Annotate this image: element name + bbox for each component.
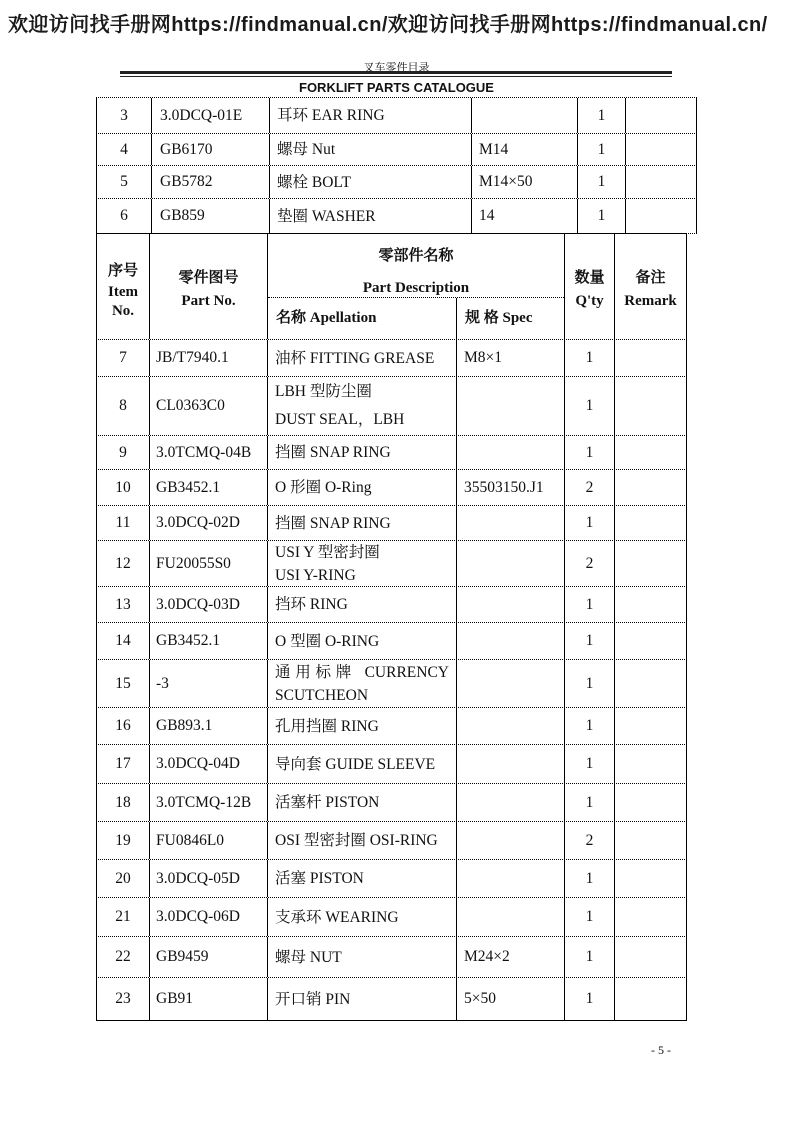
- part-no-cell: 3.0DCQ-03D: [150, 587, 268, 622]
- part-description-header-en: Part Description: [362, 280, 470, 296]
- description-cell: [268, 822, 457, 859]
- spec-cell: M14: [472, 134, 578, 165]
- part-no-cell: GB5782: [152, 166, 270, 198]
- item-no-cell: 8: [96, 377, 150, 435]
- item-no-cell: 12: [96, 541, 150, 586]
- part-no-cell: 3.0DCQ-04D: [150, 745, 268, 783]
- qty-cell: 2: [565, 822, 615, 859]
- item-no-cell: 10: [96, 470, 150, 505]
- description-line: 活塞杆 PISTON: [275, 794, 380, 811]
- description-cell: [268, 898, 457, 936]
- spec-cell: [457, 745, 565, 783]
- description-cell: [268, 587, 457, 622]
- description-line: 导向套 GUIDE SLEEVE: [275, 755, 436, 773]
- remark-cell: [615, 377, 687, 435]
- table-row: [96, 587, 687, 623]
- description-cell: [268, 470, 457, 505]
- remark-cell: [615, 506, 687, 540]
- part-description-subheader: [268, 298, 564, 339]
- part-no-cell: GB3452.1: [150, 470, 268, 505]
- remark-header-en: Remark: [624, 292, 677, 309]
- qty-cell: 1: [565, 708, 615, 744]
- item-no-cell: 18: [96, 784, 150, 821]
- remark-cell: [626, 166, 697, 198]
- description-line: SCUTCHEON: [275, 686, 369, 704]
- item-no-cell: 3: [96, 98, 152, 133]
- qty-header-en: Q'ty: [575, 292, 604, 309]
- description-line: O 型圈 O-RING: [275, 632, 380, 650]
- qty-cell: 1: [565, 745, 615, 783]
- item-no-cell: 4: [96, 134, 152, 165]
- remark-cell: [615, 470, 687, 505]
- remark-header-cn: 备注: [635, 269, 666, 286]
- part-no-cell: 3.0TCMQ-12B: [150, 784, 268, 821]
- qty-header-cn: 数量: [574, 269, 605, 286]
- spec-cell: [457, 660, 565, 707]
- description-line: 通用标牌 CURRENCY: [275, 663, 449, 681]
- description-cell: [268, 377, 457, 435]
- description-cell: [268, 506, 457, 540]
- description-line: 开口销 PIN: [275, 990, 351, 1008]
- apellation-header: 名称 Apellation: [268, 298, 457, 339]
- item-no-cell: 11: [96, 506, 150, 540]
- description-line: 耳环 EAR RING: [277, 107, 385, 124]
- remark-cell: [615, 623, 687, 659]
- description-cell: [268, 436, 457, 469]
- item-no-cell: 17: [96, 745, 150, 783]
- qty-cell: 1: [578, 98, 626, 133]
- description-line: 垫圈 WASHER: [277, 207, 376, 225]
- remark-cell: [615, 708, 687, 744]
- description-cell: [268, 660, 457, 707]
- item-no-header-cn: 序号: [107, 262, 138, 279]
- part-no-cell: 3.0DCQ-01E: [152, 98, 270, 133]
- qty-cell: 1: [578, 166, 626, 198]
- table-row: [96, 340, 687, 377]
- description-line: DUST SEAL，LBH: [275, 411, 405, 428]
- item-no-cell: 19: [96, 822, 150, 859]
- spec-cell: 14: [472, 199, 578, 233]
- part-description-header: [268, 234, 565, 339]
- page-number: - 5 -: [651, 1043, 671, 1057]
- qty-cell: 1: [565, 340, 615, 376]
- description-cell: [268, 340, 457, 376]
- spec-cell: M14×50: [472, 166, 578, 198]
- description-cell: [270, 199, 472, 233]
- remark-cell: [615, 660, 687, 707]
- qty-cell: 1: [565, 660, 615, 707]
- description-line: 螺栓 BOLT: [277, 173, 351, 191]
- item-no-header-en-2: No.: [111, 302, 135, 319]
- remark-cell: [615, 937, 687, 977]
- part-no-header-en: Part No.: [181, 292, 236, 309]
- description-cell: [268, 745, 457, 783]
- description-cell: [270, 166, 472, 198]
- description-line: 挡圈 SNAP RING: [275, 514, 391, 532]
- table-row: [96, 822, 687, 860]
- site-banner: 欢迎访问找手册网https://findmanual.cn/欢迎访问找手册网https://findmanual.cn/: [8, 14, 768, 36]
- catalogue-title-en: FORKLIFT PARTS CATALOGUE: [299, 80, 494, 95]
- part-description-header-cn: 零部件名称: [378, 248, 454, 264]
- parts-table: [96, 340, 687, 1021]
- part-no-cell: GB91: [150, 978, 268, 1020]
- description-cell: [270, 98, 472, 133]
- qty-header: [565, 234, 615, 339]
- spec-cell: [457, 541, 565, 586]
- table-header-row: [96, 233, 687, 340]
- item-no-cell: 15: [96, 660, 150, 707]
- table-row: [96, 708, 687, 745]
- table-row: [96, 978, 687, 1021]
- part-no-cell: GB859: [152, 199, 270, 233]
- description-cell: [268, 708, 457, 744]
- qty-cell: 2: [565, 470, 615, 505]
- description-cell: [268, 623, 457, 659]
- item-no-header-en: Item: [108, 283, 138, 300]
- part-no-cell: FU0846L0: [150, 822, 268, 859]
- qty-cell: 2: [565, 541, 615, 586]
- spec-cell: [457, 623, 565, 659]
- qty-cell: 1: [565, 377, 615, 435]
- remark-cell: [626, 199, 697, 233]
- table-row: [96, 623, 687, 660]
- item-no-cell: 6: [96, 199, 152, 233]
- description-line: 挡圈 SNAP RING: [275, 444, 391, 461]
- item-no-cell: 23: [96, 978, 150, 1020]
- remark-cell: [626, 98, 697, 133]
- part-no-cell: GB3452.1: [150, 623, 268, 659]
- table-row: [96, 784, 687, 822]
- qty-cell: 1: [565, 860, 615, 897]
- header-rule: [120, 71, 672, 77]
- spec-cell: [457, 898, 565, 936]
- part-no-cell: 3.0DCQ-02D: [150, 506, 268, 540]
- remark-header: [615, 234, 687, 339]
- qty-cell: 1: [565, 937, 615, 977]
- table-row: [96, 470, 687, 506]
- description-line: O 形圈 O-Ring: [275, 479, 372, 496]
- remark-cell: [615, 822, 687, 859]
- item-no-cell: 5: [96, 166, 152, 198]
- description-cell: [268, 860, 457, 897]
- description-line: 油杯 FITTING GREASE: [275, 349, 435, 367]
- qty-cell: 1: [578, 199, 626, 233]
- description-line: 螺母 NUT: [275, 948, 342, 966]
- item-no-cell: 7: [96, 340, 150, 376]
- qty-cell: 1: [565, 978, 615, 1020]
- qty-cell: 1: [565, 623, 615, 659]
- spec-cell: [457, 436, 565, 469]
- part-no-cell: -3: [150, 660, 268, 707]
- spec-cell: 5×50: [457, 978, 565, 1020]
- spec-cell: [457, 506, 565, 540]
- remark-cell: [615, 898, 687, 936]
- part-no-cell: CL0363C0: [150, 377, 268, 435]
- description-cell: [268, 978, 457, 1020]
- table-row: [96, 98, 697, 134]
- part-no-cell: 3.0DCQ-05D: [150, 860, 268, 897]
- item-no-cell: 13: [96, 587, 150, 622]
- qty-cell: 1: [565, 898, 615, 936]
- description-line: 活塞 PISTON: [275, 870, 364, 887]
- description-line: USI Y-RING: [275, 566, 356, 584]
- description-line: 螺母 Nut: [277, 141, 336, 158]
- part-no-cell: GB893.1: [150, 708, 268, 744]
- item-no-cell: 9: [96, 436, 150, 469]
- spec-cell: [457, 587, 565, 622]
- remark-cell: [615, 978, 687, 1020]
- description-line: 孔用挡圈 RING: [275, 717, 379, 735]
- table-row: [96, 660, 687, 708]
- part-description-header-top: [268, 234, 564, 298]
- parts-table-header: [96, 233, 687, 340]
- description-line: OSI 型密封圈 OSI-RING: [275, 832, 438, 849]
- part-no-cell: 3.0TCMQ-04B: [150, 436, 268, 469]
- table-row: [96, 134, 697, 166]
- catalogue-title-cn: 叉车零件目录: [363, 62, 430, 74]
- remark-cell: [615, 541, 687, 586]
- continued-parts-table: [96, 97, 697, 234]
- qty-cell: 1: [565, 784, 615, 821]
- remark-cell: [615, 784, 687, 821]
- table-row: [96, 937, 687, 978]
- remark-cell: [615, 587, 687, 622]
- table-row: [96, 377, 687, 436]
- remark-cell: [615, 745, 687, 783]
- item-no-header: [96, 234, 150, 339]
- qty-cell: 1: [578, 134, 626, 165]
- part-no-cell: GB9459: [150, 937, 268, 977]
- spec-cell: M8×1: [457, 340, 565, 376]
- part-no-header: [150, 234, 268, 339]
- part-no-cell: GB6170: [152, 134, 270, 165]
- part-no-cell: 3.0DCQ-06D: [150, 898, 268, 936]
- table-row: [96, 898, 687, 937]
- table-row: [96, 506, 687, 541]
- spec-cell: [457, 377, 565, 435]
- description-line: USI Y 型密封圈: [275, 543, 380, 561]
- description-line: 支承环 WEARING: [275, 908, 399, 926]
- description-cell: [268, 541, 457, 586]
- spec-cell: M24×2: [457, 937, 565, 977]
- item-no-cell: 22: [96, 937, 150, 977]
- spec-cell: [457, 822, 565, 859]
- part-no-cell: FU20055S0: [150, 541, 268, 586]
- spec-header: 规 格 Spec: [465, 310, 533, 326]
- description-cell: [268, 937, 457, 977]
- qty-cell: 1: [565, 587, 615, 622]
- table-row: [96, 745, 687, 784]
- remark-cell: [626, 134, 697, 165]
- remark-cell: [615, 436, 687, 469]
- item-no-cell: 21: [96, 898, 150, 936]
- spec-cell: [472, 98, 578, 133]
- table-row: [96, 199, 697, 234]
- table-row: [96, 436, 687, 470]
- qty-cell: 1: [565, 506, 615, 540]
- remark-cell: [615, 340, 687, 376]
- item-no-cell: 20: [96, 860, 150, 897]
- part-no-cell: JB/T7940.1: [150, 340, 268, 376]
- spec-cell: [457, 708, 565, 744]
- table-row: [96, 541, 687, 587]
- spec-cell: [457, 784, 565, 821]
- description-line: 挡环 RING: [275, 596, 348, 613]
- description-line: LBH 型防尘圈: [275, 383, 372, 400]
- item-no-cell: 14: [96, 623, 150, 659]
- spec-cell: [457, 860, 565, 897]
- table-row: [96, 860, 687, 898]
- description-cell: [270, 134, 472, 165]
- item-no-cell: 16: [96, 708, 150, 744]
- remark-cell: [615, 860, 687, 897]
- spec-cell: 35503150.J1: [457, 470, 565, 505]
- qty-cell: 1: [565, 436, 615, 469]
- table-row: [96, 166, 697, 199]
- description-cell: [268, 784, 457, 821]
- part-no-header-cn: 零件图号: [178, 269, 239, 286]
